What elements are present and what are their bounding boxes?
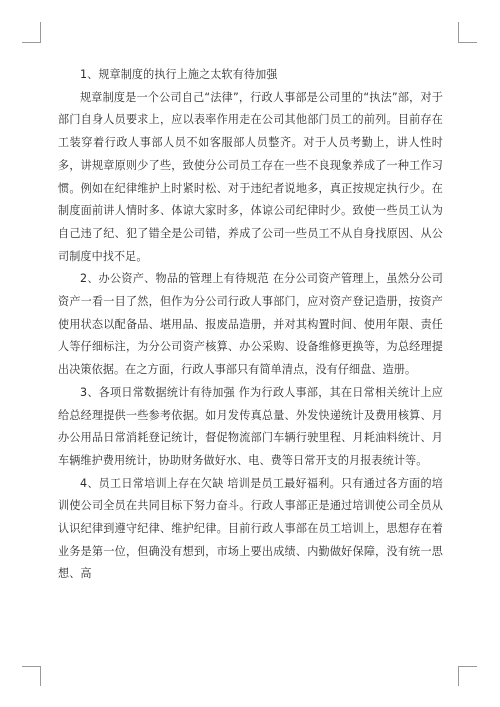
- crop-mark-top-right-h: [458, 42, 477, 43]
- crop-mark-bottom-right-v: [458, 666, 459, 686]
- section-heading-1: 1、规章制度的执行上施之太软有待加强: [80, 68, 278, 81]
- crop-mark-top-left-h: [22, 42, 41, 43]
- paragraph-assets: 2、办公资产、物品的管理上有待规范 在分公司资产管理上，虽然分公司资产一看一目了然，但作为分公司行政人事部门，应对资产登记造册，按资产使用状态以配备品、堪用品、报废品造册，并对其构置时间、使用年限、责任人等仔细标注，为分公司资产核算、办公采购、设备维修更换等，为总经理提出决策依据。在之方面，行政人事部只有简单清点，没有仔细盘、造册。: [58, 272, 443, 377]
- paragraph-regulations: 规章制度是一个公司自己“法律”，行政人事部是公司里的“执法”部，对于部门自身人员要求上，应以表率作用走在公司其他部门员工的前列。目前存在工装穿着行政人事部人员不如客服部人员整齐。对于人员考勤上，讲人性时多，讲规章原则少了些，致使分公司员工存在一些不良现象养成了一种工作习惯。例如在纪律维护上时紧时松、对于违纪者说地多，真正按规定执行少。在制度面前讲人情时多、体谅大家时多，体谅公司纪律时少。致使一些员工认为自己违了纪、犯了错全是公司错，养成了公司一些员工不从自身找原因、从公司制度中找不足。: [58, 90, 443, 263]
- crop-mark-top-left-v: [40, 22, 41, 42]
- crop-mark-top-right-v: [458, 22, 459, 42]
- document-body: [58, 64, 443, 586]
- crop-mark-bottom-right-h: [458, 666, 477, 667]
- paragraph-training: 4、员工日常培训上存在欠缺 培训是员工最好福利。只有通过各方面的培训使公司全员在共同目标下努力奋斗。行政人事部正是通过培训使公司全员从认识纪律到遵守纪律、维护纪律。目前行政人事部在员工培训上，思想存在着业务是第一位，但确没有想到，市场上要出成绩、内勤做好保障，没有统一思想、高: [58, 476, 443, 581]
- crop-mark-bottom-left-h: [22, 666, 41, 667]
- crop-mark-bottom-left-v: [40, 666, 41, 686]
- paragraph-statistics: 3、各项日常数据统计有待加强 作为行政人事部，其在日常相关统计上应给总经理提供一些参考依据。如月发传真总量、外发快递统计及费用核算、月办公用品日常消耗登记统计，督促物流部门车辆行驶里程、月耗油料统计、月车辆维护费用统计，协助财务做好水、电、费等日常开支的月报表统计等。: [58, 385, 443, 467]
